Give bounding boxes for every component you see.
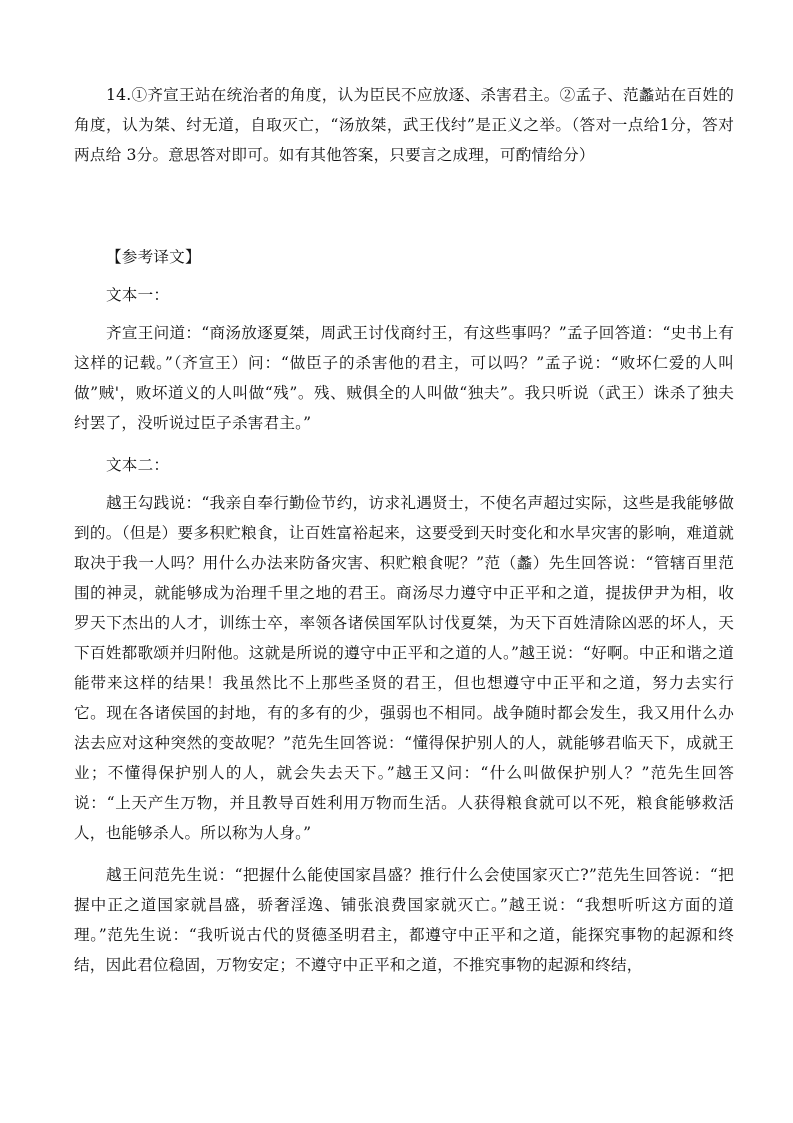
answer-14-paragraph: 14.①齐宣王站在统治者的角度，认为臣民不应放逐、杀害君主。②孟子、范蠡站在百姓的角度，认为桀、纣无道，自取灭亡，“汤放桀，武王伐纣”是正义之举。（答对一点给1分，答对两点给 3分。意思答对即可。如有其他答案，只要言之成理，可酌情给分） — [74, 86, 734, 164]
spacer — [74, 272, 734, 280]
text2-paragraph-1: 越王勾践说：“我亲自奉行勤俭节约，访求礼遇贤士，不使名声超过实际，这些是我能够做到的。（但是）要多积贮粮食，让百姓富裕起来，这要受到天时变化和水旱灾害的影响，难道就取决于我一人吗？用什么办法来防备灾害、积贮粮食呢？”范（蠡）先生回答说：“管辖百里范围的神灵，就能够成为治理千里之地的君王。商汤尽力遵守中正平和之道，提拔伊尹为相，收罗天下杰出的人才，训练士卒，率领各诸侯国军队讨伐夏桀，为天下百姓清除凶恶的坏人，天下百姓都歌颂并归附他。这就是所说的遵守中正平和之道的人。”越王说：“好啊。中正和谐之道能带来这样的结果！我虽然比不上那些圣贤的君王，但也想遵守中正平和之道，努力去实行它。现在各诸侯国的封地，有的多有的少，强弱也不相同。战争随时都会发生，我又用什么办法去应对这种突然的变故呢？”范先生回答说：“懂得保护别人的人，就能够君临天下，成就王业；不懂得保护别人的人，就会失去天下。”越王又问：“什么叫做保护别人？”范先生回答说：“上天产生万物，并且教导百姓利用万物而生活。人获得粮食就可以不死，粮食能够救活人，也能够杀人。所以称为人身。” — [74, 494, 734, 842]
text2-heading: 文本二： — [106, 456, 170, 474]
text1-paragraph: 齐宣王问道：“商汤放逐夏桀，周武王讨伐商纣王，有这些事吗？”孟子回答道：“史书上有这样的记载。”（齐宣王）问：“做臣子的杀害他的君主，可以吗？”孟子说：“败坏仁爱的人叫做”贼'，败坏道义的人叫做“残”。残、贼俱全的人叫做“独夫”。我只听说（武王）诛杀了独夫纣罢了，没听说过臣子杀害君主。” — [74, 324, 734, 432]
spacer — [74, 310, 734, 318]
document-page — [74, 80, 734, 980]
spacer — [74, 170, 734, 242]
text1-heading: 文本一： — [106, 286, 170, 304]
text2-paragraph-2: 越王问范先生说：“把握什么能使国家昌盛？推行什么会使国家灭亡?”范先生回答说：“把握中正之道国家就昌盛，骄奢淫逸、铺张浪费国家就灭亡。”越王说：“我想听听这方面的道理。”范先生说：“我听说古代的贤德圣明君主，都遵守中正平和之道，能探究事物的起源和终结，因此君位稳固，万物安定；不遵守中正平和之道，不推究事物的起源和终结， — [74, 866, 734, 974]
spacer — [74, 438, 734, 450]
translation-heading: 【参考译文】 — [106, 248, 201, 266]
spacer — [74, 848, 734, 860]
spacer — [74, 480, 734, 488]
